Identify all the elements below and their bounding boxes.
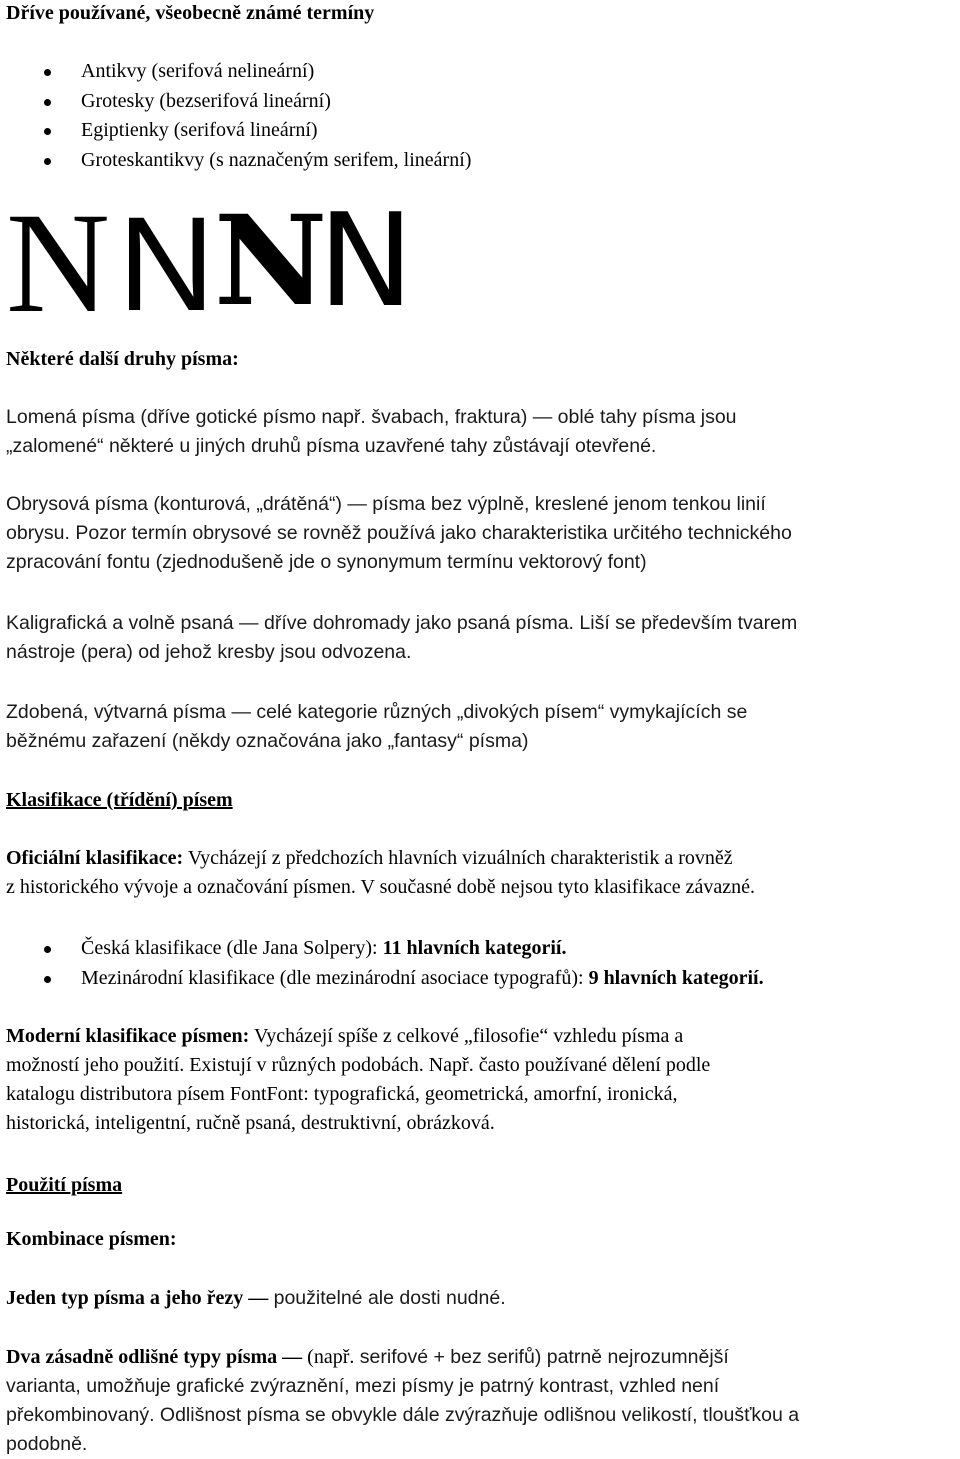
list-item [6, 57, 471, 87]
paragraph-line: použitelné ale dosti nudné. [268, 1287, 506, 1309]
paragraph-official-classification [6, 844, 960, 902]
paragraph-line: Pozor termín obrysové se rovněž používá jako charakteristika určitého technického [69, 522, 792, 544]
list-item-text: Mezinárodní klasifikace (dle mezinárodní asociace typografů): [81, 966, 589, 989]
bullet-icon [44, 946, 51, 953]
paragraph-line: Obrysová písma (konturová, „drátěná“) — písma bez výplně, kreslené jenom tenkou linií [6, 493, 766, 515]
egyptienne-glyph: N [214, 189, 328, 334]
paragraph-line: podobně. [6, 1433, 88, 1455]
paragraph-line: Lomená písma (dříve gotické písmo např. švabach, fraktura) — oblé tahy písma jsou [6, 406, 737, 428]
paragraph-line: varianta, umožňuje grafické zvýraznění, mezi písmy je patrný kontrast, vzhled není [6, 1375, 720, 1397]
paragraph-modern-classification [6, 1022, 956, 1138]
paragraph-label: Jeden typ písma a jeho řezy — [6, 1287, 269, 1309]
bullet-icon [44, 69, 51, 76]
page-title: Dříve používané, všeobecně známé termíny [6, 2, 375, 24]
list-item-text: Egiptienky (serifová lineární) [81, 119, 318, 141]
classification-list [6, 934, 764, 993]
paragraph-outline [6, 490, 956, 577]
typeface-terms-list [6, 57, 471, 175]
paragraph-line: (např. [302, 1346, 355, 1368]
paragraph-line: katalogu distributora písem FontFont: typografická, geometrická, amorfní, ironická, [6, 1083, 678, 1105]
paragraph-blackletter [6, 403, 956, 461]
list-item-text: Antikvy (serifová nelineární) [81, 60, 315, 82]
paragraph-line: běžnému zařazení (někdy označována jako „fantasy“ písma) [6, 730, 529, 752]
paragraph-line: z historického vývoje a označování písmen. V současné době nejsou tyto klasifikace závazné. [6, 876, 756, 898]
paragraph-label: Dva zásadně odlišné typy písma — [6, 1346, 303, 1368]
list-item [6, 146, 471, 176]
paragraph-line: možností jeho použití. Existují v různých podobách. [6, 1054, 424, 1076]
paragraph-line: Např. často používané dělení podle [423, 1054, 711, 1076]
paragraph-line: překombinovaný. Odlišnost písma se obvykle dále zvýrazňuje odlišnou velikostí, tloušťkou a [6, 1404, 800, 1426]
antiqua-glyph: N [6, 184, 110, 343]
section-heading-classification: Klasifikace (třídění) písem [6, 789, 233, 811]
bullet-icon [44, 158, 51, 165]
paragraph-line: obrysu. [6, 522, 70, 544]
paragraph-line: Vycházejí spíše z celkové „filosofie“ vzhledu písma a [249, 1025, 684, 1047]
bullet-icon [44, 128, 51, 135]
paragraph-label: Oficiální klasifikace: [6, 847, 184, 869]
bullet-icon [44, 99, 51, 106]
section-heading-usage: Použití písma [6, 1174, 123, 1196]
paragraph-line: historická, inteligentní, ručně psaná, destruktivní, obrázková. [6, 1112, 495, 1134]
section-heading-combination: Kombinace písmen: [6, 1228, 177, 1250]
groteskantiqua-glyph: N [318, 187, 414, 336]
list-item-bold: 11 hlavních kategorií. [382, 937, 567, 959]
paragraph-line: Liší se především tvarem [573, 612, 798, 634]
paragraph-single-typeface [6, 1284, 506, 1313]
list-item [6, 964, 764, 994]
paragraph-line: zpracování fontu (zjednodušeně jde o synonymum termínu vektorový font) [6, 551, 647, 573]
typeface-sample-glyphs [6, 184, 418, 343]
list-item-text: Groteskantikvy (s naznačeným serifem, lineární) [81, 148, 472, 171]
list-item-bold: 9 hlavních kategorií. [588, 966, 764, 989]
paragraph-line: Zdobená, výtvarná písma — celé kategorie různých „divokých písem“ vymykajících se [6, 701, 748, 723]
paragraph-decorative [6, 698, 956, 756]
grotesque-glyph: N [118, 190, 215, 339]
paragraph-line: Kaligrafická a volně psaná — dříve dohromady jako psaná písma. [6, 612, 574, 634]
paragraph-line: serifové + bez serifů) patrně nejrozumnější [354, 1346, 729, 1368]
list-item-text: Grotesky (bezserifová lineární) [81, 89, 331, 112]
paragraph-label: Moderní klasifikace písmen: [6, 1025, 250, 1047]
paragraph-line: Vycházejí z předchozích hlavních vizuálních charakteristik a rovněž [183, 847, 733, 869]
list-item-text: Česká klasifikace (dle Jana Solpery): [81, 937, 383, 959]
section-heading-other-types: Některé další druhy písma: [6, 348, 239, 370]
paragraph-line: „zalomené“ některé u jiných druhů písma uzavřené tahy zůstávají otevřené. [6, 435, 657, 457]
list-item [6, 934, 764, 964]
paragraph-calligraphic [6, 609, 956, 667]
list-item [6, 116, 471, 146]
list-item [6, 87, 471, 117]
bullet-icon [44, 976, 51, 983]
paragraph-two-typefaces [6, 1343, 956, 1459]
paragraph-line: nástroje (pera) od jehož kresby jsou odvozena. [6, 641, 412, 663]
